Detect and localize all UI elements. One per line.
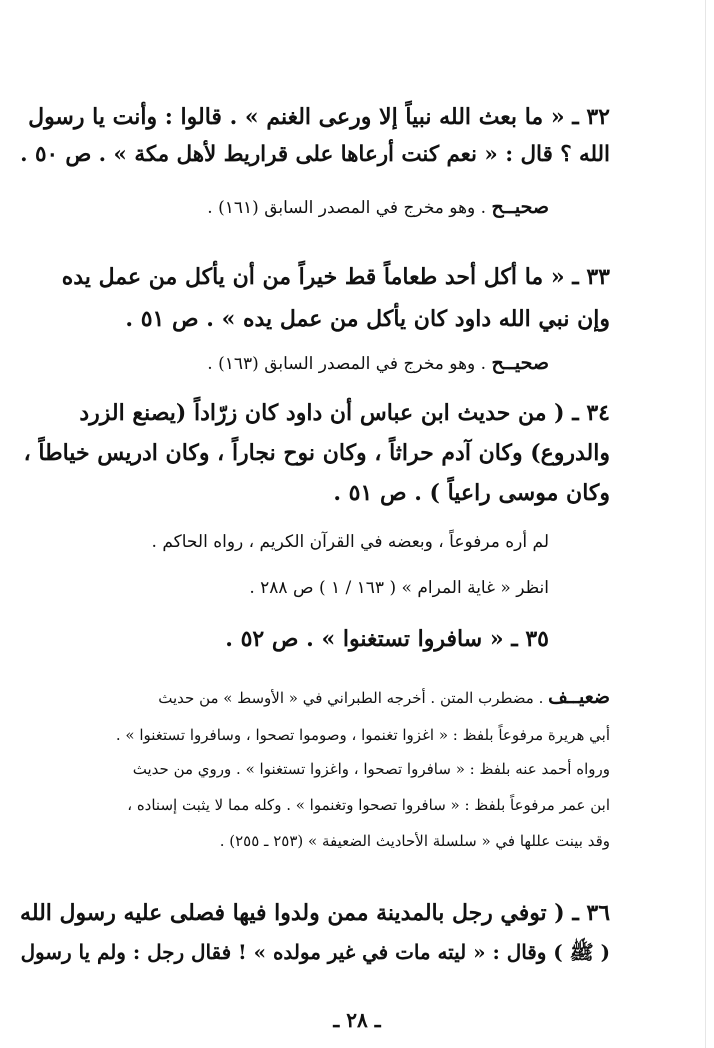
entry-33-note-text: . وهو مخرج في المصدر السابق (١٦٣) . xyxy=(207,354,492,374)
entry-35-note-1-text: . مضطرب المتن . أخرجه الطبراني في « الأوسط » من حديث xyxy=(158,689,549,707)
entry-35-note-3: ورواه أحمد عنه بلفظ : « سافروا تصحوا ، واغزوا تستغنوا » . وروي من حديث xyxy=(132,760,610,778)
entry-34-note-1: لم أره مرفوعاً ، وبعضه في القرآن الكريم ، رواه الحاكم . xyxy=(151,532,549,552)
page-number: ـ ٢٨ ـ xyxy=(333,1008,381,1032)
entry-35-note-4: ابن عمر مرفوعاً بلفظ : « سافروا تصحوا وتغنموا » . وكله مما لا يثبت إسناده ، xyxy=(127,796,610,814)
entry-35-grade: ضعيــف xyxy=(548,686,610,708)
entry-32-note-text: . وهو مخرج في المصدر السابق (١٦١) . xyxy=(207,198,492,218)
entry-36-line-1: ٣٦ ـ ( توفي رجل بالمدينة ممن ولدوا فيها فصلى عليه رسول الله xyxy=(20,900,610,926)
entry-34-note-2: انظر « غاية المرام » ( ١٦٣ / ١ ) ص ٢٨٨ . xyxy=(249,578,549,598)
page-edge-line xyxy=(705,0,706,1048)
entry-32-line-2: الله ؟ قال : « نعم كنت أرعاها على قراريط لأهل مكة » . ص ٥٠ . xyxy=(20,142,610,167)
entry-33-line-2: وإن نبي الله داود كان يأكل من عمل يده » . ص ٥١ . xyxy=(125,306,610,332)
entry-32-note xyxy=(207,196,549,218)
entry-34-line-2: والدروع) وكان آدم حراثاً ، وكان نوح نجاراً ، وكان ادريس خياطاً ، xyxy=(23,440,610,466)
entry-36-line-2: ( ﷺ ) وقال : « ليته مات في غير مولده » ! فقال رجل : ولم يا رسول xyxy=(20,940,610,964)
entry-32-line-1: ٣٢ ـ « ما بعث الله نبياً إلا ورعى الغنم » . قالوا : وأنت يا رسول xyxy=(28,104,610,130)
entry-35-note-1 xyxy=(158,686,610,708)
entry-33-note xyxy=(207,352,549,374)
entry-34-line-1: ٣٤ ـ ( من حديث ابن عباس أن داود كان زرّاداً (يصنع الزرد xyxy=(79,400,610,426)
entry-34-line-3: وكان موسى راعياً ) . ص ٥١ . xyxy=(333,480,610,506)
entry-33-line-1: ٣٣ ـ « ما أكل أحد طعاماً قط خيراً من أن يأكل من عمل يده xyxy=(61,264,610,290)
entry-35-note-2: أبي هريرة مرفوعاً بلفظ : « اغزوا تغنموا ، وصوموا تصحوا ، وسافروا تستغنوا » . xyxy=(115,726,610,744)
entry-32-grade: صحيــح xyxy=(491,196,549,218)
entry-35-note-5: وقد بينت عللها في « سلسلة الأحاديث الضعيفة » (٢٥٣ ـ ٢٥٥) . xyxy=(219,832,610,850)
entry-35-line-1: ٣٥ ـ « سافروا تستغنوا » . ص ٥٢ . xyxy=(225,626,549,652)
entry-33-grade: صحيــح xyxy=(491,352,549,374)
